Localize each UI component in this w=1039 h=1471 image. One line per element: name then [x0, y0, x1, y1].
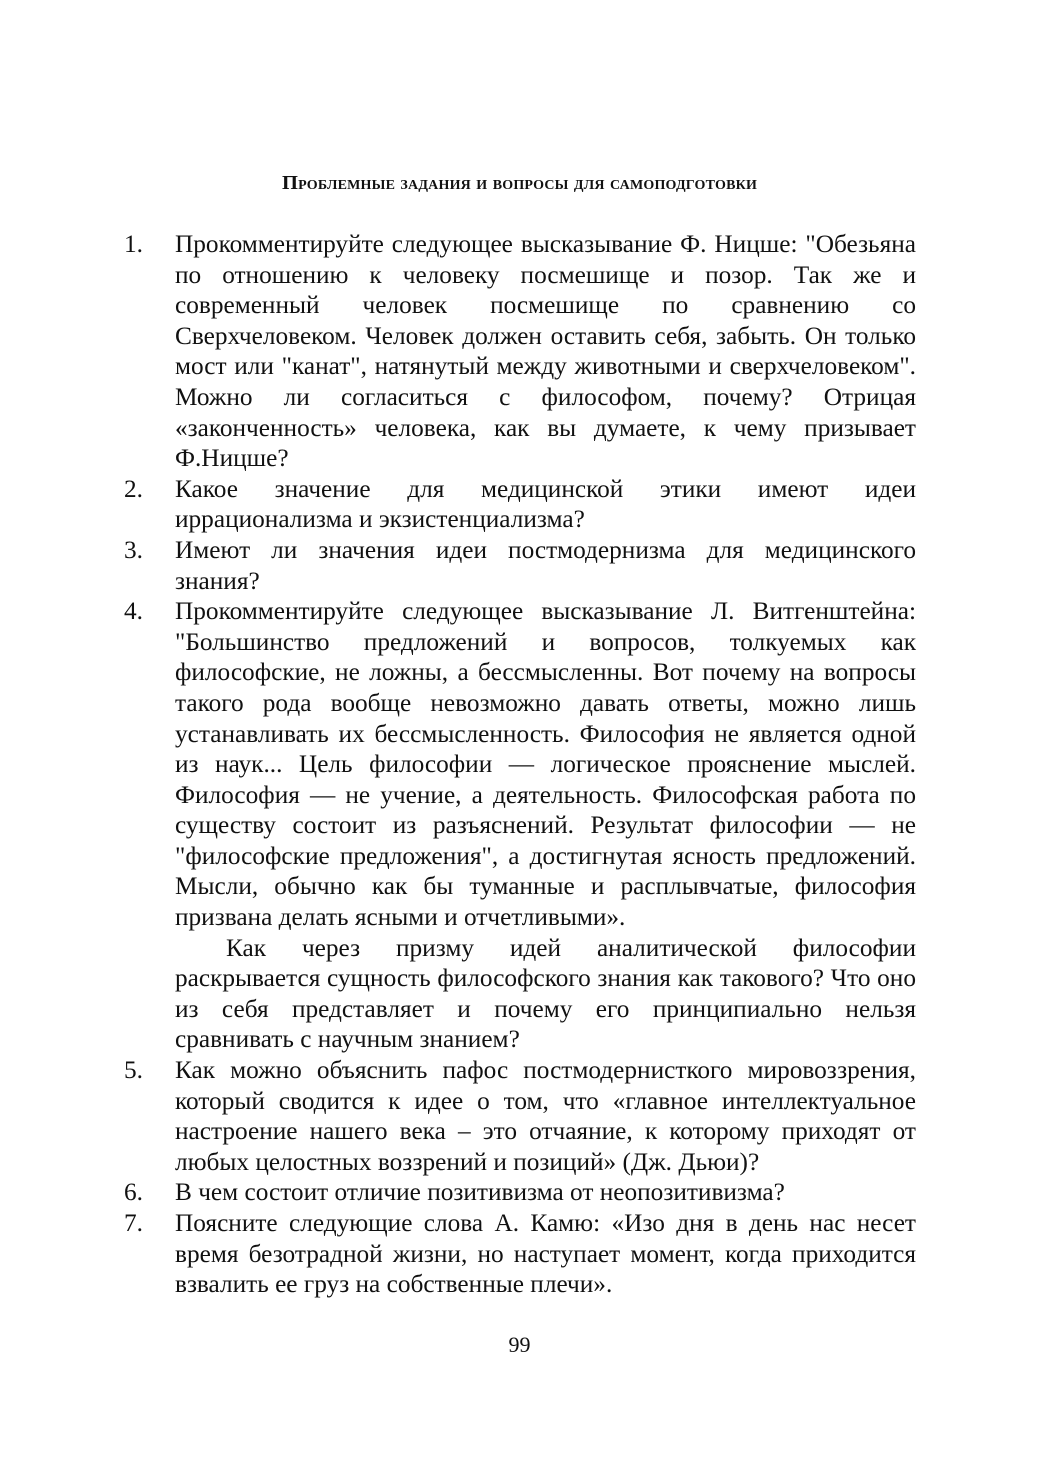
- question-text: Как можно объяснить пафос постмодернисткого мировоззрения, который сводится к идее о том, что «главное интеллектуальное настроение нашего века – это отчаяние, к которому приходят от любых целостных воззрений и позиций» (Дж. Дьюи)?: [175, 1056, 916, 1176]
- question-number: 1.: [124, 230, 143, 258]
- question-item-6: [124, 1177, 916, 1208]
- question-number: 3.: [124, 535, 143, 564]
- question-number: 7.: [124, 1209, 143, 1237]
- section-heading: Проблемные задания и вопросы для самоподготовки: [281, 172, 758, 194]
- question-text: Прокомментируйте следующее высказывание Л. Витгенштейна: "Большинство предложений и вопросов, толкуемых как философские, не ложны, а бессмысленны. Вот почему на вопросы такого рода вообще невозможно давать ответы, можно лишь устанавливать их бессмысленность. Философия не является одной из наук... Цель философии — логическое прояснение мыслей. Философия — не учение, а деятельность. Философская работа по существу состоит из разъяснений. Результат философии — не "философские предложения", а достигнутая ясность предложений. Мысли, обычно как бы туманные и расплывчатые, философия призвана делать ясными и отчетливыми».: [175, 597, 916, 932]
- question-item-3: [124, 535, 916, 596]
- question-item-2: [124, 474, 916, 535]
- question-text: Какое значение для медицинской этики имеют идеи иррационализма и экзистенциализма?: [175, 474, 916, 534]
- question-item-7: [124, 1208, 916, 1300]
- question-text: В чем состоит отличие позитивизма от неопозитивизма?: [175, 1178, 785, 1207]
- question-number: 4.: [124, 597, 143, 626]
- question-followup-text: Как через призму идей аналитической философии раскрывается сущность философского знания как такового? Что оно из себя представляет и почему его принципиально нельзя сравнивать с научным знанием?: [175, 933, 916, 1054]
- question-text: Имеют ли значения идеи постмодернизма для медицинского знания?: [175, 535, 916, 595]
- question-number: 2.: [124, 474, 143, 503]
- question-text: Прокомментируйте следующее высказывание Ф. Ницше: "Обезьяна по отношению к человеку посмешище и позор. Так же и современный человек посмешище по сравнению со Сверхчеловеком. Человек должен оставить себя, забыть. Он только мост или "канат", натянутый между животными и сверхчеловеком". Можно ли согласиться с философом, почему? Отрицая «законченность» человека, как вы думаете, к чему призывает Ф.Ницше?: [175, 230, 916, 473]
- question-text: Поясните следующие слова А. Камю: «Изо дня в день нас несет время безотрадной жизни, но наступает момент, когда приходится взвалить ее груз на собственные плечи».: [175, 1209, 916, 1299]
- question-number: 5.: [124, 1056, 143, 1085]
- question-number: 6.: [124, 1178, 143, 1207]
- question-item-5: [124, 1055, 916, 1177]
- page-number: 99: [508, 1332, 531, 1357]
- question-item-4: [124, 596, 916, 1055]
- question-list: [124, 229, 916, 1300]
- question-item-1: [124, 229, 916, 474]
